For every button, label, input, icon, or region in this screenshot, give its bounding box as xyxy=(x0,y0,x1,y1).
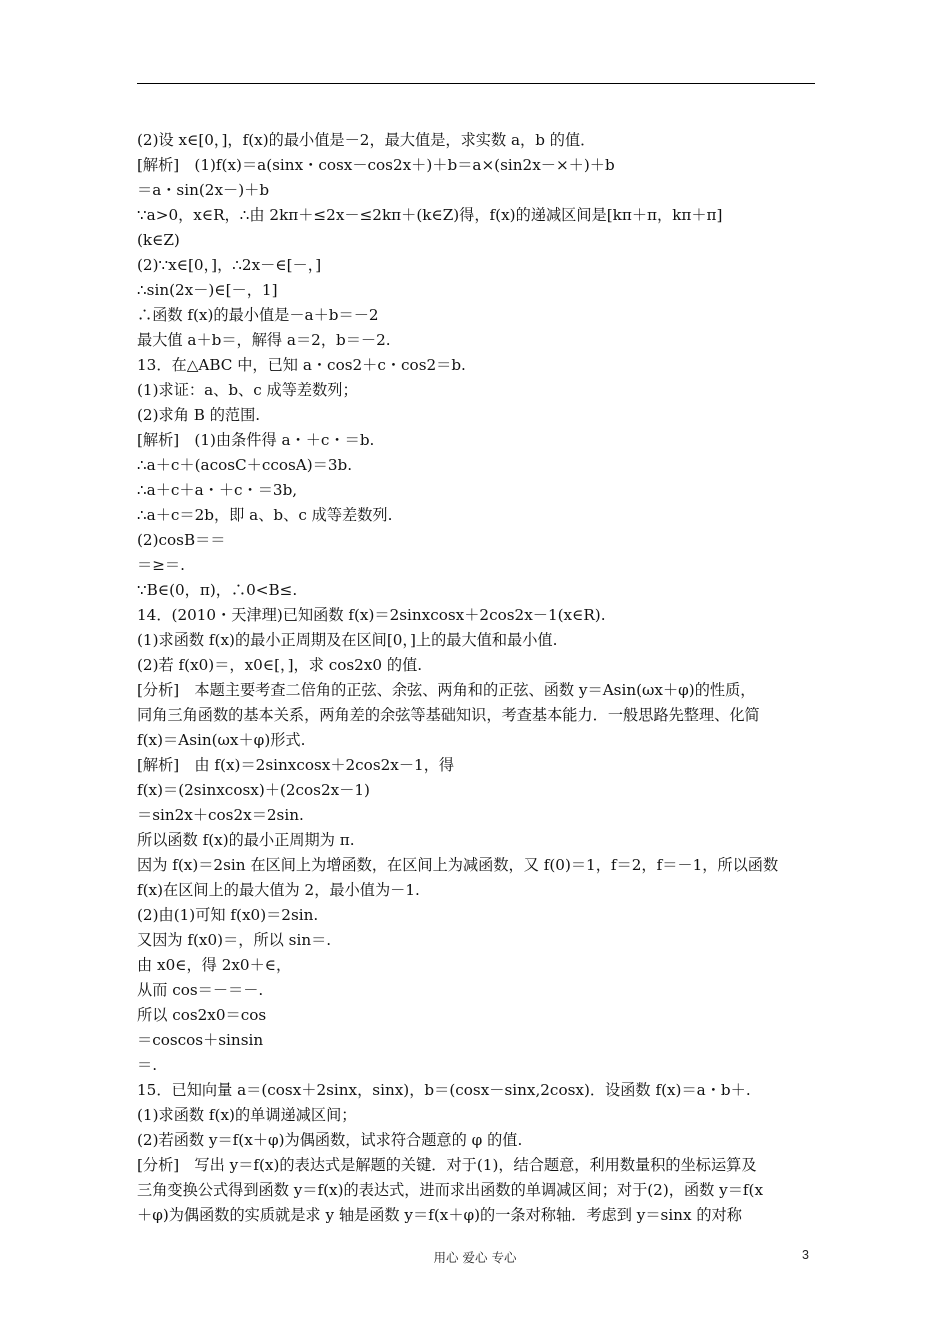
text-line: ＝≥＝. xyxy=(137,556,185,574)
text-line: ∵B∈(0，π)，∴0<B≤. xyxy=(137,581,298,599)
text-line: ＝. xyxy=(137,1056,158,1074)
text-line: (k∈Z) xyxy=(137,231,180,249)
text-line: [解析] (1)由条件得 a・＋c・＝b. xyxy=(137,431,375,449)
text-line: [解析] 由 f(x)＝2sinxcosx＋2cos2x－1，得 xyxy=(137,756,455,774)
page-number: 3 xyxy=(802,1248,809,1262)
text-line: (2)若 f(x0)＝，x0∈[，]，求 cos2x0 的值. xyxy=(137,656,423,674)
text-line: (2)若函数 y＝f(x＋φ)为偶函数，试求符合题意的 φ 的值. xyxy=(137,1131,523,1149)
text-line: 13．在△ABC 中，已知 a・cos2＋c・cos2＝b. xyxy=(137,356,466,374)
text-line: 所以函数 f(x)的最小正周期为 π. xyxy=(137,831,355,849)
text-line: (1)求证：a、b、c 成等差数列； xyxy=(137,381,358,399)
text-line: 所以 cos2x0＝cos xyxy=(137,1006,267,1024)
text-line: (2)cosB＝＝ xyxy=(137,531,226,549)
text-line: ∵a>0，x∈R，∴由 2kπ＋≤2x－≤2kπ＋(k∈Z)得，f(x)的递减区间是[kπ＋π，kπ＋π] xyxy=(137,206,723,224)
text-line: f(x)在区间上的最大值为 2，最小值为－1. xyxy=(137,881,420,899)
text-line: 因为 f(x)＝2sin 在区间上为增函数，在区间上为减函数，又 f(0)＝1，f＝2，f＝－1，所以函数 xyxy=(137,856,779,874)
footer-slogan: 用心 爱心 专心 xyxy=(433,1250,517,1265)
text-line: ∴a＋c＋a・＋c・＝3b, xyxy=(137,481,298,499)
text-line: 14．(2010・天津理)已知函数 f(x)＝2sinxcosx＋2cos2x－1(x∈R). xyxy=(137,606,606,624)
text-line: f(x)＝Asin(ωx＋φ)形式. xyxy=(137,731,306,749)
text-line: ＝a・sin(2x－)＋b xyxy=(137,181,270,199)
text-line: ∴a＋c＝2b，即 a、b、c 成等差数列. xyxy=(137,506,393,524)
page-body xyxy=(137,128,817,1228)
text-line: (1)求函数 f(x)的最小正周期及在区间[0，]上的最大值和最小值. xyxy=(137,631,558,649)
text-line: 又因为 f(x0)＝，所以 sin＝. xyxy=(137,931,332,949)
text-line: (2)∵x∈[0，]，∴2x－∈[－，] xyxy=(137,256,322,274)
text-line: f(x)＝(2sinxcosx)＋(2cos2x－1) xyxy=(137,781,370,799)
text-line: 由 x0∈，得 2x0＋∈， xyxy=(137,956,292,974)
text-line: ＋φ)为偶函数的实质就是求 y 轴是函数 y＝f(x＋φ)的一条对称轴．考虑到 y＝sinx 的对称 xyxy=(137,1206,742,1224)
header-rule xyxy=(137,83,815,84)
text-line: ∴a＋c＋(acosC＋ccosA)＝3b. xyxy=(137,456,353,474)
text-line: 15．已知向量 a＝(cosx＋2sinx，sinx)，b＝(cosx－sinx,2cosx)．设函数 f(x)＝a・b＋. xyxy=(137,1081,751,1099)
text-line: 同角三角函数的基本关系，两角差的余弦等基础知识，考查基本能力．一般思路先整理、化简 xyxy=(137,706,760,724)
text-line: [分析] 本题主要考查二倍角的正弦、余弦、两角和的正弦、函数 y＝Asin(ωx＋φ)的性质， xyxy=(137,681,756,699)
text-line: (2)求角 B 的范围. xyxy=(137,406,261,424)
text-line: 三角变换公式得到函数 y＝f(x)的表达式，进而求出函数的单调减区间；对于(2)，函数 y＝f(x xyxy=(137,1181,764,1199)
text-line: (2)由(1)可知 f(x0)＝2sin. xyxy=(137,906,319,924)
text-line: (1)求函数 f(x)的单调递减区间； xyxy=(137,1106,357,1124)
text-line: ＝sin2x＋cos2x＝2sin. xyxy=(137,806,304,824)
text-line: [分析] 写出 y＝f(x)的表达式是解题的关键．对于(1)，结合题意，利用数量积的坐标运算及 xyxy=(137,1156,757,1174)
text-line: (2)设 x∈[0，]，f(x)的最小值是－2，最大值是，求实数 a，b 的值． xyxy=(137,131,596,149)
text-line: ＝coscos＋sinsin xyxy=(137,1031,264,1049)
text-line: ∴函数 f(x)的最小值是－a＋b＝－2 xyxy=(137,306,379,324)
text-line: 最大值 a＋b＝，解得 a＝2，b＝－2. xyxy=(137,331,391,349)
text-line: [解析] (1)f(x)＝a(sinx・cosx－cos2x＋)＋b＝a×(sin2x－×＋)＋b xyxy=(137,156,615,174)
text-line: ∴sin(2x－)∈[－，1] xyxy=(137,281,278,299)
text-line: 从而 cos＝－＝－. xyxy=(137,981,264,999)
